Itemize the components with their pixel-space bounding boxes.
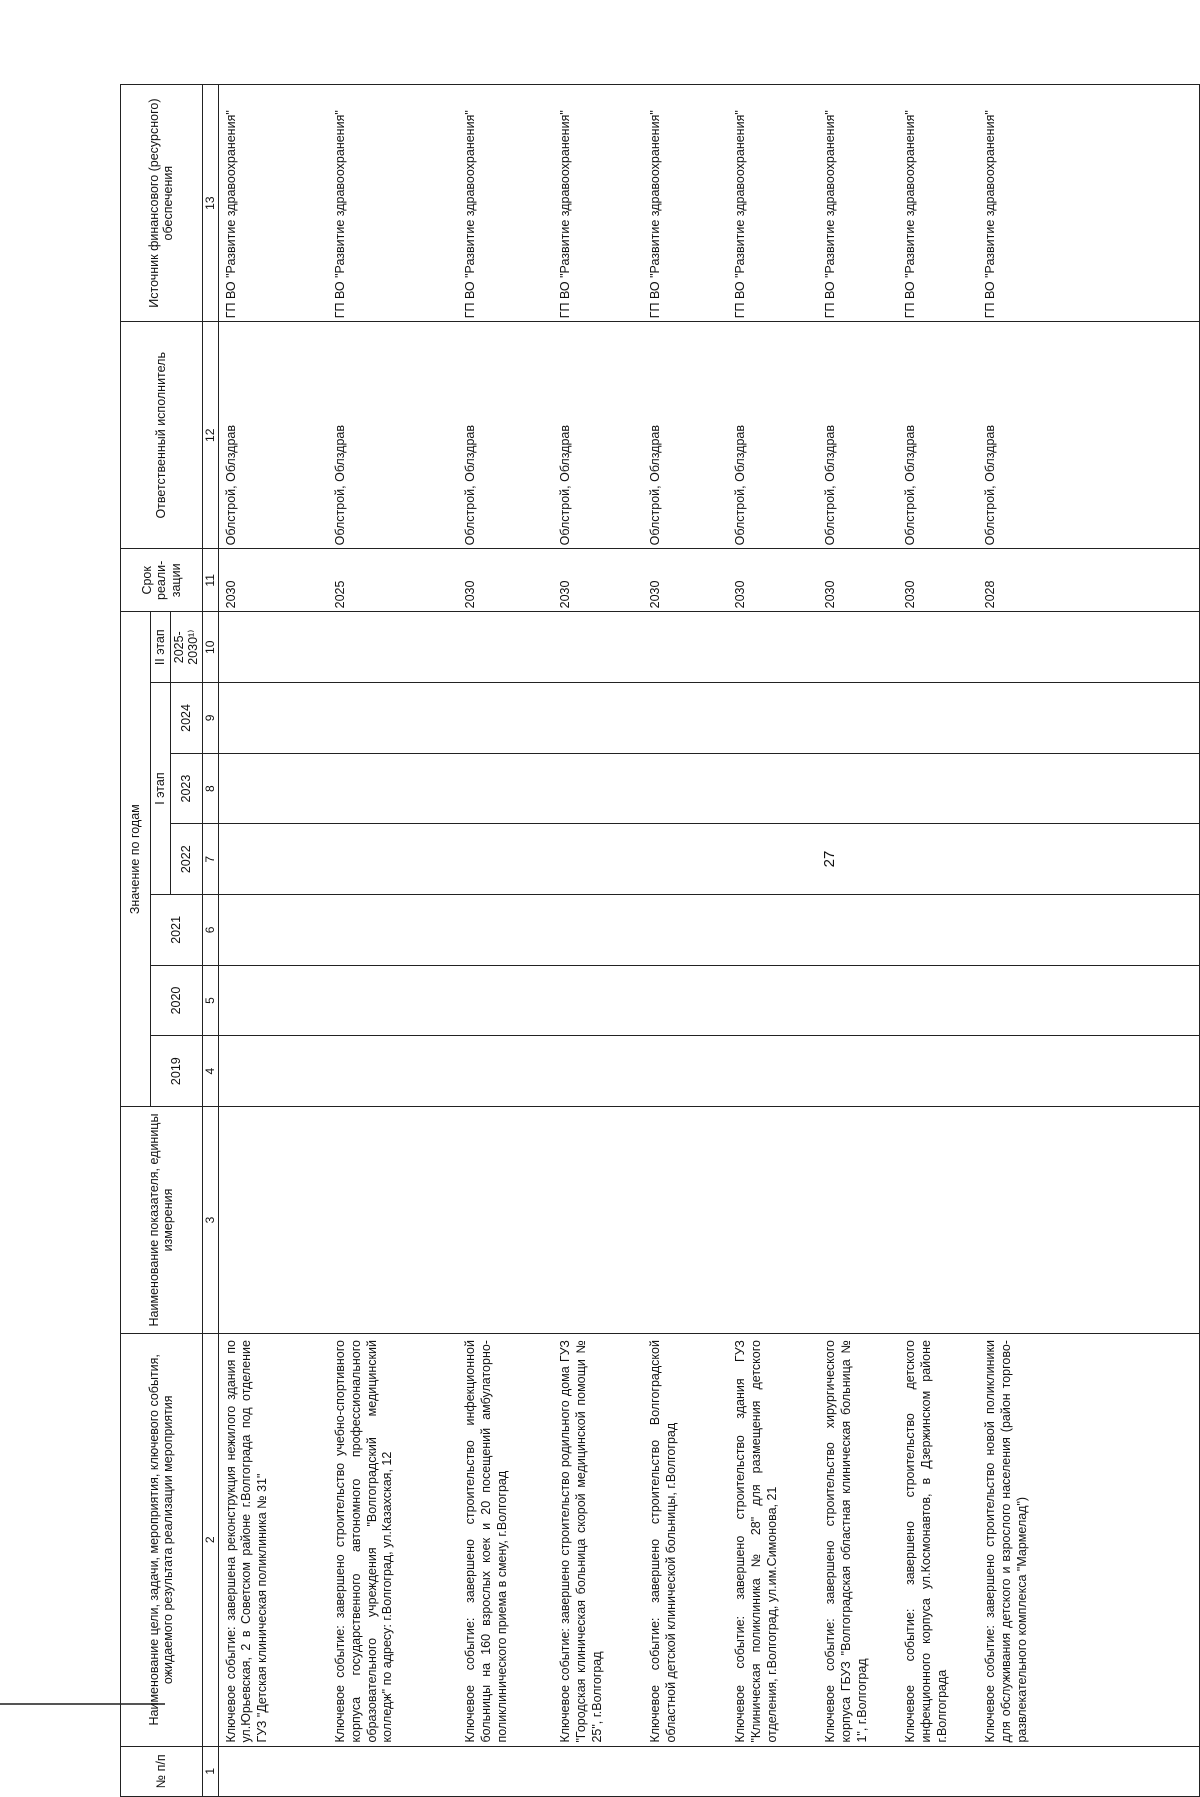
header-year-2024: 2024 xyxy=(171,683,203,754)
row-term: 2030 xyxy=(728,549,818,612)
header-executor: Ответственный исполнитель xyxy=(121,322,203,549)
row-executor: Облстрой, Облздрав xyxy=(898,322,978,549)
row-description: Ключевое событие: завершено строительство инфекционной больницы на 160 взрослых коек и 20 посещений амбулаторно-поликлинического приема в смену, г.Волгоград xyxy=(458,1334,553,1747)
header-year-2022: 2022 xyxy=(171,824,203,895)
row-funding-source: ГП ВО "Развитие здравоохранения" xyxy=(818,85,898,322)
row-funding-source: ГП ВО "Развитие здравоохранения" xyxy=(458,85,553,322)
header-year-2025-2030: 2025-2030¹⁾ xyxy=(171,612,203,683)
header-values-by-year: Значение по годам xyxy=(121,612,151,1107)
row-term: 2030 xyxy=(218,549,328,612)
row-description: Ключевое событие: завершена реконструкция нежилого здания по ул.Юрьевская, 2 в Советском районе г.Волгограда под отделение ГУЗ "Детская клиническая поликлиника № 31" xyxy=(218,1334,328,1747)
row-funding-source: ГП ВО "Развитие здравоохранения" xyxy=(553,85,643,322)
row-description: Ключевое событие: завершено строительство Волгоградской областной детской клинической больницы, г.Волгоград xyxy=(643,1334,728,1747)
column-number: 8 xyxy=(202,753,218,824)
row-term: 2030 xyxy=(553,549,643,612)
header-number: № п/п xyxy=(121,1746,203,1796)
column-number: 5 xyxy=(202,965,218,1036)
header-stage-2: II этап xyxy=(151,612,171,683)
table-row xyxy=(218,85,328,1797)
row-funding-source: ГП ВО "Развитие здравоохранения" xyxy=(978,85,1199,322)
row-executor: Облстрой, Облздрав xyxy=(218,322,328,549)
row-description: Ключевое событие: завершено строительство хирургического корпуса ГБУЗ "Волгоградская областная клиническая больница № 1", г.Волгоград xyxy=(818,1334,898,1747)
row-funding-source: ГП ВО "Развитие здравоохранения" xyxy=(728,85,818,322)
row-executor: Облстрой, Облздрав xyxy=(328,322,458,549)
table-row xyxy=(978,85,1199,1797)
row-description: Ключевое событие: завершено строительство учебно-спортивного корпуса государственного автономного профессионального образовательного учреждения "Волгоградский медицинский колледж" по адресу: г.Волгоград, ул.Казахская, 12 xyxy=(328,1334,458,1747)
header-year-2021: 2021 xyxy=(151,895,203,966)
header-indicator-name: Наименование показателя, единицы измерения xyxy=(121,1106,203,1333)
header-measure-name: Наименование цели, задачи, мероприятия, ключевого события, ожидаемого результата реализации мероприятия xyxy=(121,1334,203,1747)
table-row xyxy=(643,85,728,1797)
measures-table xyxy=(120,84,1200,1797)
header-funding-source: Источник финансового (ресурсного) обеспечения xyxy=(121,85,203,322)
header-term: Срок реали-зации xyxy=(121,549,203,612)
row-funding-source: ГП ВО "Развитие здравоохранения" xyxy=(898,85,978,322)
column-number: 9 xyxy=(202,683,218,754)
table-row xyxy=(898,85,978,1797)
header-year-2020: 2020 xyxy=(151,965,203,1036)
row-term: 2030 xyxy=(818,549,898,612)
row-term: 2028 xyxy=(978,549,1199,612)
row-term: 2030 xyxy=(898,549,978,612)
row-description: Ключевое событие: завершено строительство детского инфекционного корпуса ул.Космонавтов, в Дзержинском районе г.Волгограда xyxy=(898,1334,978,1747)
row-term: 2030 xyxy=(643,549,728,612)
table-row xyxy=(818,85,898,1797)
column-number: 1 xyxy=(202,1746,218,1796)
column-number: 4 xyxy=(202,1036,218,1107)
column-number: 11 xyxy=(202,549,218,612)
row-term: 2030 xyxy=(458,549,553,612)
row-executor: Облстрой, Облздрав xyxy=(728,322,818,549)
table-row xyxy=(328,85,458,1797)
row-executor: Облстрой, Облздрав xyxy=(643,322,728,549)
row-description: Ключевое событие: завершено строительство родильного дома ГУЗ "Городская клиническая больница скорой медицинской помощи № 25", г.Волгоград xyxy=(553,1334,643,1747)
column-number: 6 xyxy=(202,895,218,966)
measures-table-rotated xyxy=(120,84,1200,1797)
header-year-2019: 2019 xyxy=(151,1036,203,1107)
row-executor: Облстрой, Облздрав xyxy=(458,322,553,549)
row-executor: Облстрой, Облздрав xyxy=(978,322,1199,549)
column-number: 2 xyxy=(202,1334,218,1747)
row-executor: Облстрой, Облздрав xyxy=(818,322,898,549)
row-term: 2025 xyxy=(328,549,458,612)
header-stage-1: I этап xyxy=(151,683,171,895)
column-number: 3 xyxy=(202,1106,218,1333)
row-funding-source: ГП ВО "Развитие здравоохранения" xyxy=(643,85,728,322)
column-number: 10 xyxy=(202,612,218,683)
row-description: Ключевое событие: завершено строительство здания ГУЗ "Клиническая поликлиника № 28" для размещения детского отделения, г.Волгоград, ул.им.Симонова, 21 xyxy=(728,1334,818,1747)
page-number: 27 xyxy=(821,850,838,868)
row-funding-source: ГП ВО "Развитие здравоохранения" xyxy=(218,85,328,322)
table-row xyxy=(728,85,818,1797)
table-row xyxy=(553,85,643,1797)
table-row xyxy=(458,85,553,1797)
column-number: 12 xyxy=(202,322,218,549)
row-executor: Облстрой, Облздрав xyxy=(553,322,643,549)
column-number: 13 xyxy=(202,85,218,322)
column-number: 7 xyxy=(202,824,218,895)
row-description: Ключевое событие: завершено строительство новой поликлиники для обслуживания детского и взрослого населения (район торгово-развлекательного комплекса "Мармелад") xyxy=(978,1334,1199,1747)
row-funding-source: ГП ВО "Развитие здравоохранения" xyxy=(328,85,458,322)
header-year-2023: 2023 xyxy=(171,753,203,824)
